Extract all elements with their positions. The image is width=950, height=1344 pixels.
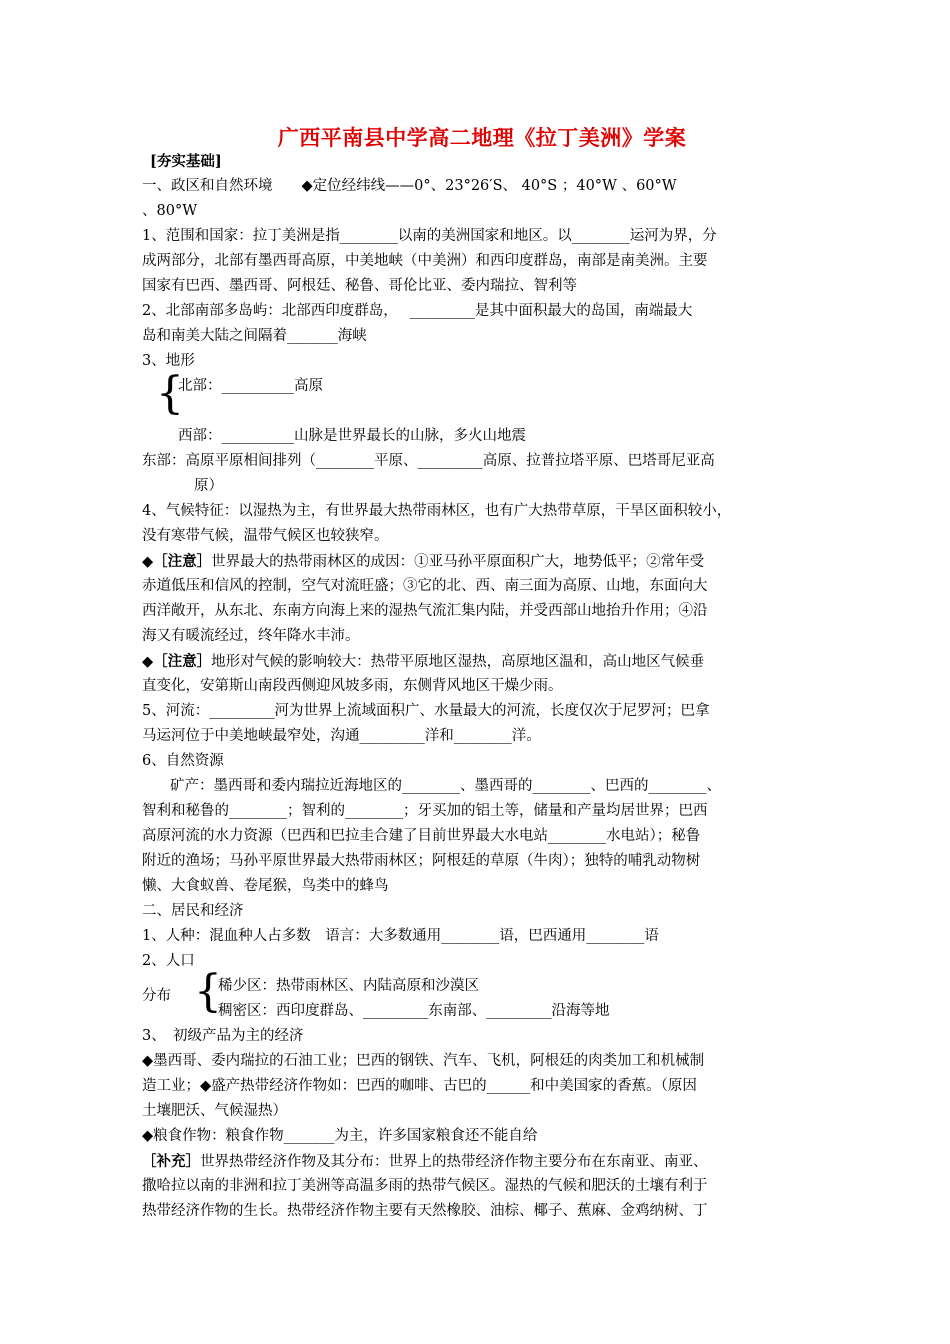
text-line: 矿产：墨西哥和委内瑞拉近海地区的________、墨西哥的________、巴西的________、 bbox=[170, 778, 721, 794]
text-line: 造工业；◆盛产热带经济作物如：巴西的咖啡、古巴的______和中美国家的香蕉。（原因 bbox=[142, 1078, 697, 1094]
text-line: 6、自然资源 bbox=[142, 753, 224, 769]
document-title: 广西平南县中学高二地理《拉丁美洲》学案 bbox=[277, 125, 687, 150]
text-line: 世界最大的热带雨林区的成因：①亚马孙平原面积广大，地势低平；②常年受 bbox=[211, 554, 705, 570]
text-line: 分布 bbox=[142, 988, 171, 1004]
text-line: 懒、大食蚁兽、卷尾猴，鸟类中的蜂鸟 bbox=[142, 878, 389, 894]
text-line: 北部：__________高原 bbox=[178, 378, 323, 394]
text-line: 智利和秘鲁的________；智利的________；牙买加的铝土等，储量和产量均居世界；巴西 bbox=[142, 803, 708, 819]
text-line: 稀少区：热带雨林区、内陆高原和沙漠区 bbox=[218, 978, 479, 994]
text-line: 马运河位于中美地峡最窄处，沟通_________洋和________洋。 bbox=[142, 728, 541, 744]
text-line: ◆粮食作物：粮食作物_______为主，许多国家粮食还不能自给 bbox=[142, 1128, 538, 1144]
text-line: 原） bbox=[194, 478, 223, 494]
note-paragraph bbox=[142, 549, 814, 575]
text-line: 3、 初级产品为主的经济 bbox=[142, 1028, 304, 1044]
note-mark: ◆［注意］ bbox=[142, 653, 212, 670]
text-line: 2、北部南部多岛屿：北部西印度群岛， _________是其中面积最大的岛国，南端最大 bbox=[142, 303, 693, 319]
text-line: 土壤肥沃、气候湿热） bbox=[142, 1103, 287, 1119]
text-line: 东部：高原平原相间排列（________平原、_________高原、拉普拉塔平原、巴塔哥尼亚高 bbox=[142, 453, 715, 469]
text-line: 二、居民和经济 bbox=[142, 903, 244, 919]
brace-icon: { bbox=[194, 966, 222, 1017]
text-line: 、80°W bbox=[142, 203, 198, 219]
text-line: 4、气候特征：以湿热为主，有世界最大热带雨林区，也有广大热带草原，干旱区面积较小， bbox=[142, 503, 732, 519]
text-line: 岛和南美大陆之间隔着_______海峡 bbox=[142, 328, 367, 344]
text-line: ◆墨西哥、委内瑞拉的石油工业；巴西的钢铁、汽车、飞机，阿根廷的肉类加工和机械制 bbox=[142, 1053, 705, 1069]
text-line: 世界热带经济作物及其分布：世界上的热带经济作物主要分布在东南亚、南亚、 bbox=[200, 1154, 708, 1170]
text-line: 5、河流：_________河为世界上流域面积广、水量最大的河流，长度仅次于尼罗河；巴拿 bbox=[142, 703, 710, 719]
text-line: 1、人种：混血种人占多数 语言：大多数通用________语，巴西通用________语 bbox=[142, 928, 659, 944]
text-line: 稠密区：西印度群岛、_________东南部、_________沿海等地 bbox=[218, 1003, 610, 1019]
text-line: 没有寒带气候，温带气候区也较狭窄。 bbox=[142, 528, 389, 544]
note-mark: ◆［注意］ bbox=[142, 553, 212, 570]
text-line: 地形对气候的影响较大：热带平原地区湿热，高原地区温和，高山地区气候垂 bbox=[211, 654, 705, 670]
text-line: 海又有暖流经过，终年降水丰沛。 bbox=[142, 628, 360, 644]
text-line: 国家有巴西、墨西哥、阿根廷、秘鲁、哥伦比亚、委内瑞拉、智利等 bbox=[142, 278, 577, 294]
text-line: 1、范围和国家：拉丁美洲是指________以南的美洲国家和地区。以________运河为界，分 bbox=[142, 228, 717, 244]
text-line: 西部：__________山脉是世界最长的山脉，多火山地震 bbox=[178, 428, 526, 444]
text-line: 直变化，安第斯山南段西侧迎风坡多雨，东侧背风地区干燥少雨。 bbox=[142, 678, 563, 694]
text-line: 高原河流的水力资源（巴西和巴拉圭合建了目前世界最大水电站________水电站）；秘鲁 bbox=[142, 828, 701, 844]
text-line: 赤道低压和信风的控制，空气对流旺盛；③它的北、西、南三面为高原、山地，东面向大 bbox=[142, 578, 708, 594]
text-line: 热带经济作物的生长。热带经济作物主要有天然橡胶、油棕、椰子、蕉麻、金鸡纳树、丁 bbox=[142, 1203, 708, 1219]
text-line: 西洋敞开，从东北、东南方向海上来的湿热气流汇集内陆，并受西部山地抬升作用；④沿 bbox=[142, 603, 708, 619]
text-line: 附近的渔场；马孙平原世界最大热带雨林区；阿根廷的草原（牛肉）；独特的哺乳动物树 bbox=[142, 853, 701, 869]
text-line: 成两部分，北部有墨西哥高原，中美地峡（中美洲）和西印度群岛，南部是南美洲。主要 bbox=[142, 253, 708, 269]
text-line: 一、政区和自然环境 ◆定位经纬线——0°、23°26′S、 40°S ；40°W 、60°W bbox=[142, 178, 677, 194]
text-line: 2、人口 bbox=[142, 953, 195, 969]
section-label: [夯实基础] bbox=[150, 153, 222, 170]
brace-icon: { bbox=[156, 368, 184, 419]
supplement-mark: ［补充］ bbox=[142, 1153, 200, 1170]
text-line: 撒哈拉以南的非洲和拉丁美洲等高温多雨的热带气候区。湿热的气候和肥沃的土壤有利于 bbox=[142, 1178, 708, 1194]
text-line: 3、地形 bbox=[142, 353, 195, 369]
note-paragraph bbox=[142, 649, 814, 675]
supplement-paragraph bbox=[142, 1149, 814, 1175]
